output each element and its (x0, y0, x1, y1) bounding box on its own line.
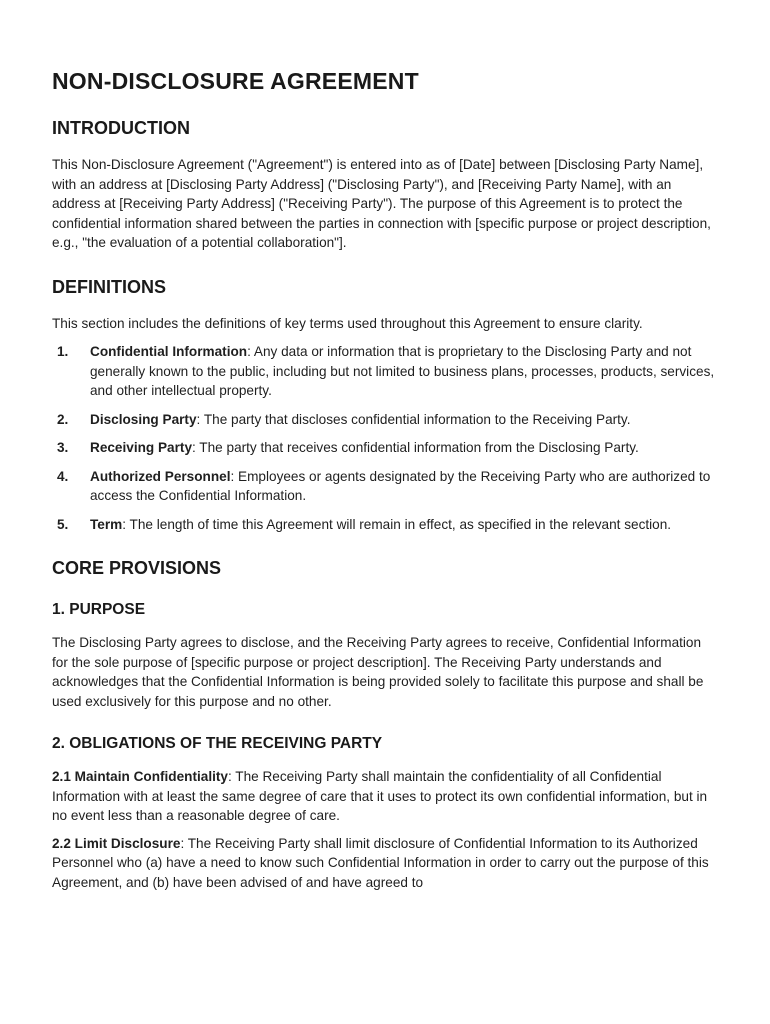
definition-item (52, 515, 720, 535)
definitions-section (52, 277, 720, 535)
definitions-list (52, 342, 720, 534)
document-page (52, 68, 720, 900)
core-provisions-heading: CORE PROVISIONS (52, 558, 222, 578)
definition-number: 1. (57, 344, 69, 359)
core-provisions-section (52, 558, 720, 892)
definitions-intro: This section includes the definitions of key terms used throughout this Agreement to ensure clarity. (52, 315, 643, 331)
obligations-section (52, 735, 720, 892)
document-title: NON-DISCLOSURE AGREEMENT (52, 68, 419, 94)
definition-term: Receiving Party (90, 440, 192, 455)
definition-number: 4. (57, 468, 69, 484)
obligation-label: 2.2 Limit Disclosure (52, 835, 181, 851)
introduction-heading: INTRODUCTION (52, 118, 190, 138)
obligation-item (52, 767, 720, 826)
definition-number: 2. (57, 411, 69, 427)
definition-text: : The party that discloses confidential information to the Receiving Party. (196, 411, 631, 427)
obligation-text: : The Receiving Party shall maintain the confidentiality of all Confidential Information with at least the same degree of care that it uses to protect its own confidential information, but in no event less than a reasonable degree of care. (52, 769, 708, 823)
definition-item (52, 467, 720, 506)
definition-term: Disclosing Party (90, 411, 197, 427)
purpose-heading: 1. PURPOSE (52, 601, 146, 618)
definitions-heading: DEFINITIONS (52, 276, 167, 297)
definition-text: : Any data or information that is proprietary to the Disclosing Party and not generally known to the public, including but not limited to business plans, processes, products, services, and other intellectual property. (90, 344, 715, 398)
definition-term: Term (90, 516, 123, 532)
obligation-item (52, 834, 720, 893)
definition-item (52, 342, 720, 401)
obligation-label: 2.1 Maintain Confidentiality (52, 769, 228, 784)
definition-term: Confidential Information (90, 344, 248, 359)
definition-item (52, 410, 720, 430)
definition-text: : The length of time this Agreement will remain in effect, as specified in the relevant section. (122, 516, 672, 532)
definition-item (52, 438, 720, 458)
definition-number: 5. (57, 516, 69, 532)
introduction-text: This Non-Disclosure Agreement ("Agreement") is entered into as of [Date] between [Disclosing Party Name], with an address at [Disclosing Party Address] ("Disclosing Party"), and [Receiving Party Name], with an address at [Receiving Party Address] ("Receiving Party"). The purpose of this Agreement is to protect the confidential information shared between the parties in connection with [specific purpose or project description, e.g., "the evaluation of a potential collaboration"]. (52, 157, 711, 250)
definition-text: : The party that receives confidential information from the Disclosing Party. (192, 440, 639, 455)
introduction-section (52, 118, 720, 253)
purpose-text: The Disclosing Party agrees to disclose, and the Receiving Party agrees to receive, Confidential Information for the sole purpose of [specific purpose or project description]. The Receiving Party understands and acknowledges that the Confidential Information is being provided solely to facilitate this purpose and shall be used exclusively for this purpose and no other. (52, 635, 704, 709)
definition-term: Authorized Personnel (90, 468, 231, 484)
purpose-section (52, 601, 720, 711)
definition-number: 3. (57, 440, 69, 455)
definition-text: : Employees or agents designated by the Receiving Party who are authorized to access the Confidential Information. (90, 468, 711, 503)
obligation-text: : The Receiving Party shall limit disclosure of Confidential Information to its Authorized Personnel who (a) have a need to know such Confidential Information in order to carry out the purpose of this Agreement, and (b) have been advised of and have agreed to (52, 835, 709, 890)
obligations-heading: 2. OBLIGATIONS OF THE RECEIVING PARTY (52, 735, 383, 752)
